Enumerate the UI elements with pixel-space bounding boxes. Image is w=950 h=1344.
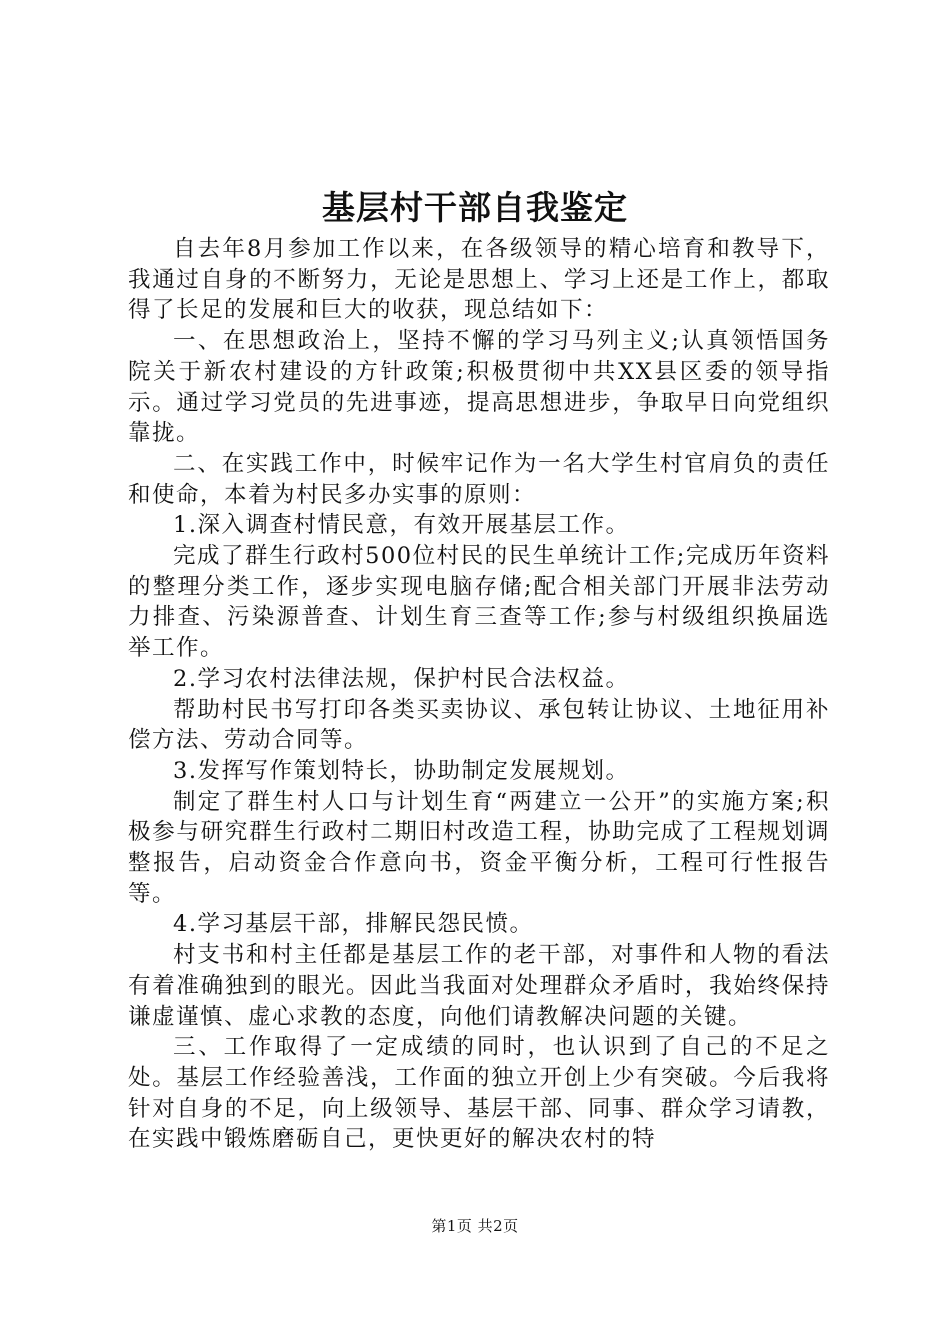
paragraph-intro: 自去年8月参加工作以来，在各级领导的精心培育和教导下，我通过自身的不断努力，无论是思想上、学习上还是工作上，都取得了长足的发展和巨大的收获，现总结如下： <box>128 236 830 324</box>
paragraph-item-2-body: 帮助村民书写打印各类买卖协议、承包转让协议、土地征用补偿方法、劳动合同等。 <box>128 696 830 754</box>
paragraph-item-2-heading: 2.学习农村法律法规，保护村民合法权益。 <box>173 665 630 692</box>
paragraph-item-4-body: 村支书和村主任都是基层工作的老干部，对事件和人物的看法有着准确独到的眼光。因此当我面对处理群众矛盾时，我始终保持谦虚谨慎、虚心求教的态度，向他们请教解决问题的关键。 <box>128 942 830 1030</box>
paragraph-item-4-heading: 4.学习基层干部，排解民怨民愤。 <box>173 911 534 938</box>
paragraph-section-3: 三、工作取得了一定成绩的同时，也认识到了自己的不足之处。基层工作经验善浅，工作面的独立开创上少有突破。今后我将针对自身的不足，向上级领导、基层干部、同事、群众学习请教，在实践中锻炼磨砺自己，更快更好的解决农村的特 <box>128 1034 830 1153</box>
document-title: 基层村干部自我鉴定 <box>322 188 628 227</box>
paragraph-item-1-body: 完成了群生行政村500位村民的民生单统计工作;完成历年资料的整理分类工作，逐步实现电脑存储;配合相关部门开展非法劳动力排查、污染源普查、计划生育三查等工作;参与村级组织换届选举工作。 <box>128 543 830 662</box>
paragraph-section-2: 二、在实践工作中，时候牢记作为一名大学生村官肩负的责任和使命，本着为村民多办实事的原则： <box>128 450 830 508</box>
paragraph-item-3-body: 制定了群生村人口与计划生育“两建立一公开”的实施方案;积极参与研究群生行政村二期旧村改造工程，协助完成了工程规划调整报告，启动资金合作意向书，资金平衡分析，工程可行性报告等。 <box>128 788 830 907</box>
document-body <box>128 234 830 1155</box>
paragraph-item-3-heading: 3.发挥写作策划特长，协助制定发展规划。 <box>173 757 630 784</box>
page-number-footer: 第1页 共2页 <box>431 1217 519 1235</box>
paragraph-section-1: 一、在思想政治上，坚持不懈的学习马列主义;认真领悟国务院关于新农村建设的方针政策;积极贯彻中共XX县区委的领导指示。通过学习党员的先进事迹，提高思想进步，争取早日向党组织靠拢。 <box>128 328 830 447</box>
paragraph-item-1-heading: 1.深入调查村情民意，有效开展基层工作。 <box>173 512 630 539</box>
